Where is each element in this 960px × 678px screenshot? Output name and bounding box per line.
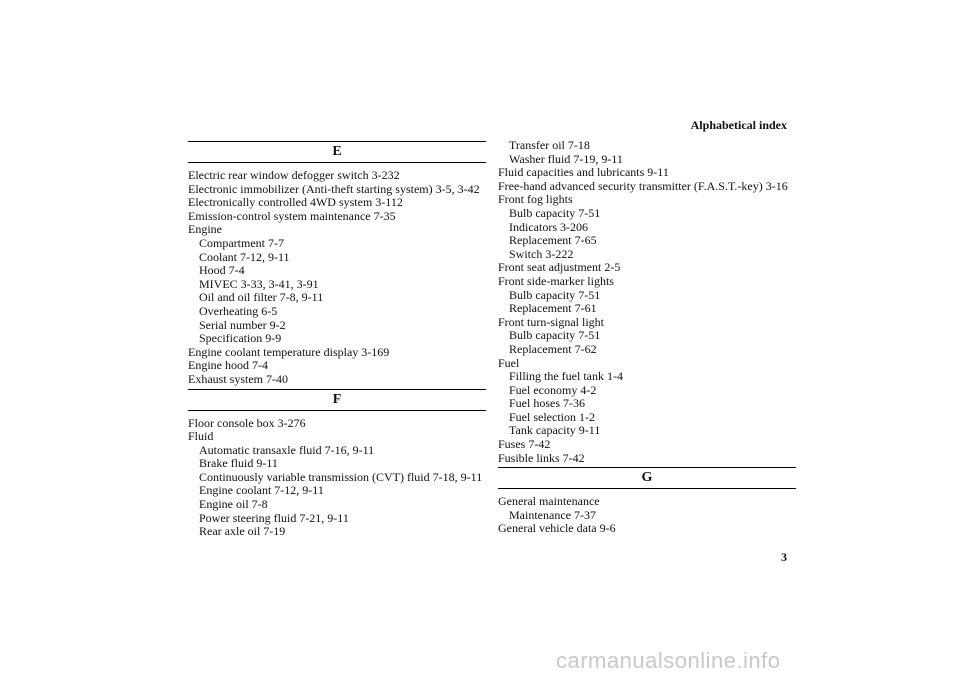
index-subentry: Replacement 7-65 — [509, 233, 597, 248]
index-subentry: Hood 7-4 — [199, 263, 245, 278]
index-entry: General vehicle data 9-6 — [498, 521, 616, 536]
index-subentry: Fuel hoses 7-36 — [509, 396, 585, 411]
index-entry: Electronic immobilizer (Anti-theft starting system) 3-5, 3-42 — [188, 181, 480, 196]
index-entry: Front side-marker lights — [498, 273, 614, 288]
index-entry: Electric rear window defogger switch 3-232 — [188, 168, 400, 182]
index-entry: Floor console box 3-276 — [188, 415, 306, 430]
index-entry: Front fog lights — [498, 192, 573, 207]
index-subentry: Overheating 6-5 — [199, 303, 278, 318]
index-subentry: MIVEC 3-33, 3-41, 3-91 — [199, 276, 319, 291]
index-subentry: Power steering fluid 7-21, 9-11 — [199, 510, 349, 525]
index-column-left — [188, 139, 486, 539]
index-subentry: Indicators 3-206 — [509, 219, 588, 234]
index-subentry: Tank capacity 9-11 — [509, 423, 601, 438]
index-entry: Fluid capacities and lubricants 9-11 — [498, 165, 669, 180]
watermark: carmanualsonline.info — [556, 648, 781, 673]
index-subentry: Engine coolant 7-12, 9-11 — [199, 483, 324, 498]
index-entry: Electronically controlled 4WD system 3-112 — [188, 195, 403, 210]
section-heading-f: F — [188, 389, 486, 411]
running-header: Alphabetical index — [690, 118, 787, 132]
index-subentry: Switch 3-222 — [509, 246, 574, 261]
section-heading-g: G — [498, 467, 796, 489]
index-entry: Front seat adjustment 2-5 — [498, 260, 621, 275]
index-subentry: Oil and oil filter 7-8, 9-11 — [199, 290, 324, 305]
index-subentry: Fuel selection 1-2 — [509, 409, 595, 424]
index-subentry: Maintenance 7-37 — [509, 507, 596, 522]
index-subentry: Bulb capacity 7-51 — [509, 328, 601, 343]
index-entry: General maintenance — [498, 494, 600, 509]
index-subentry: Replacement 7-62 — [509, 341, 597, 356]
index-subentry: Specification 9-9 — [199, 331, 282, 346]
index-subentry: Continuously variable transmission (CVT) fluid 7-18, 9-11 — [199, 469, 483, 484]
index-subentry: Bulb capacity 7-51 — [509, 205, 601, 220]
index-entry: Fluid — [188, 429, 214, 444]
index-column-right — [498, 139, 796, 536]
index-entry: Engine coolant temperature display 3-169 — [188, 344, 390, 359]
index-subentry: Automatic transaxle fluid 7-16, 9-11 — [199, 442, 375, 457]
page-number: 3 — [781, 550, 787, 564]
index-subentry: Engine oil 7-8 — [199, 497, 268, 512]
index-subentry: Bulb capacity 7-51 — [509, 287, 601, 302]
index-entry: Engine hood 7-4 — [188, 358, 268, 373]
index-subentry: Washer fluid 7-19, 9-11 — [509, 151, 623, 166]
index-entry: Exhaust system 7-40 — [188, 371, 288, 386]
index-list-f — [188, 417, 486, 539]
index-entry: Engine — [188, 222, 222, 237]
index-entry: Free-hand advanced security transmitter (F.A.S.T.-key) 3-16 — [498, 178, 788, 193]
index-subentry: Replacement 7-61 — [509, 301, 597, 316]
index-list-g — [498, 495, 796, 536]
index-subentry: Rear axle oil 7-19 — [199, 524, 286, 539]
index-subentry: Filling the fuel tank 1-4 — [509, 369, 623, 384]
index-subentry: Brake fluid 9-11 — [199, 456, 278, 471]
index-entry: Fuses 7-42 — [498, 437, 551, 452]
index-subentry: Fuel economy 4-2 — [509, 382, 597, 397]
index-subentry: Compartment 7-7 — [199, 235, 284, 250]
index-list-e — [188, 169, 486, 387]
index-subentry: Coolant 7-12, 9-11 — [199, 249, 290, 264]
index-entry: Fusible links 7-42 — [498, 450, 585, 465]
index-entry: Emission-control system maintenance 7-35 — [188, 208, 396, 223]
index-entry: Fuel — [498, 355, 520, 370]
index-subentry: Serial number 9-2 — [199, 317, 286, 332]
index-list-f-continued — [498, 139, 796, 465]
section-heading-e: E — [188, 141, 486, 163]
index-entry: Front turn-signal light — [498, 314, 604, 329]
index-subentry: Transfer oil 7-18 — [509, 138, 590, 152]
